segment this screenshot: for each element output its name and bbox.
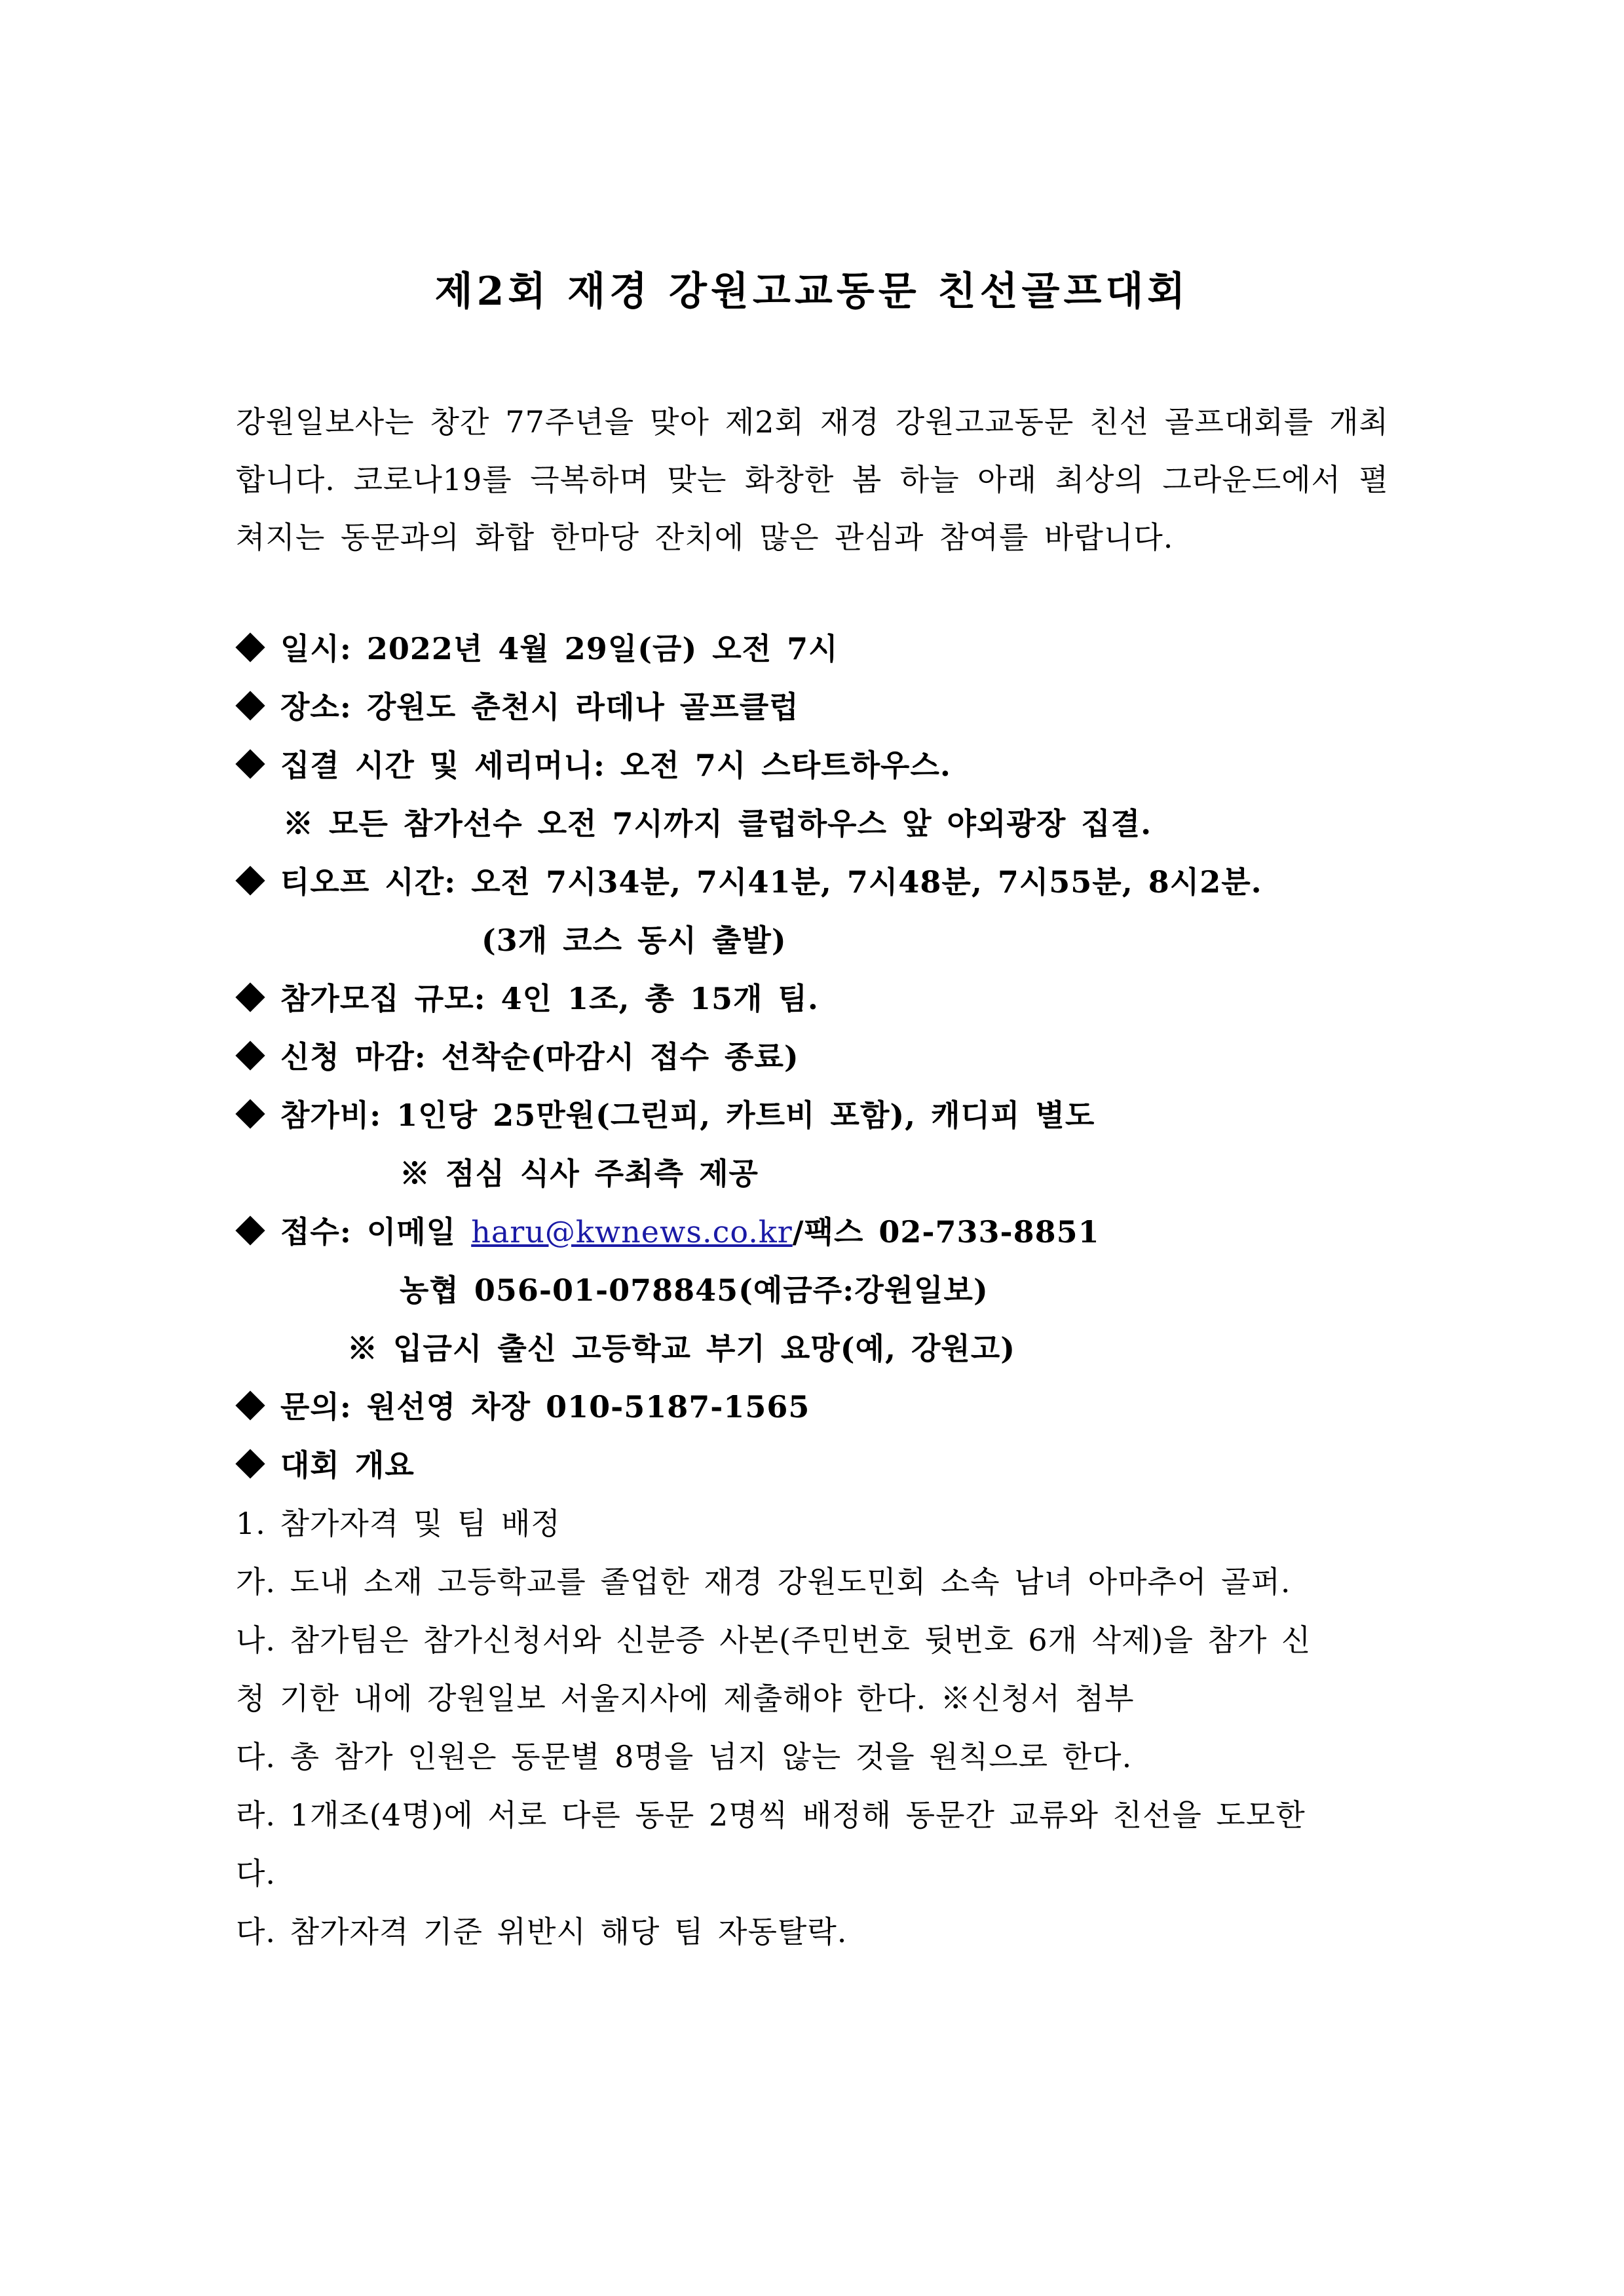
item-gathering: [236, 746, 951, 785]
rule-da2: 다. 참가자격 기준 위반시 해당 팀 자동탈락.: [236, 1914, 848, 1949]
item-date: [236, 629, 839, 668]
diamond-bullet-icon: [235, 1041, 265, 1070]
diamond-bullet-icon: [235, 1449, 265, 1478]
diamond-bullet-icon: [235, 632, 265, 662]
item-teeoff: [236, 862, 1262, 902]
item-deadline-text: 신청 마감: 선착순(마감시 접수 종료): [280, 1039, 799, 1075]
item-gathering-note: ※ 모든 참가선수 오전 7시까지 클럽하우스 앞 야외광장 집결.: [283, 806, 1152, 841]
item-overview-text: 대회 개요: [280, 1447, 415, 1483]
item-overview: [236, 1445, 415, 1485]
diamond-bullet-icon: [235, 982, 265, 1012]
item-date-text: 일시: 2022년 4월 29일(금) 오전 7시: [280, 631, 839, 666]
rules-heading: 1. 참가자격 및 팀 배정: [236, 1506, 561, 1541]
diamond-bullet-icon: [235, 866, 265, 895]
diamond-bullet-icon: [235, 1390, 265, 1420]
item-venue-text: 장소: 강원도 춘천시 라데나 골프클럽: [280, 689, 799, 725]
item-deadline: [236, 1037, 799, 1077]
intro-paragraph: 강원일보사는 창간 77주년을 맞아 제2회 재경 강원고교동문 친선 골프대회를 개최합니다. 코로나19를 극복하며 맞는 화창한 봄 하늘 아래 최상의 그라운드에서 펼쳐지는 동문과의 화합 한마당 잔치에 많은 관심과 참여를 바랍니다.: [236, 404, 1389, 555]
diamond-bullet-icon: [235, 691, 265, 720]
item-reception: [236, 1212, 1100, 1252]
reception-email-link[interactable]: haru@kwnews.co.kr: [471, 1214, 793, 1250]
item-bank-note: ※ 입금시 출신 고등학교 부기 요망(예, 강원고): [347, 1331, 1016, 1366]
page-title: 제2회 재경 강원고교동문 친선골프대회: [434, 269, 1190, 315]
item-venue: [236, 687, 799, 727]
rule-ra-line1: 라. 1개조(4명)에 서로 다른 동문 2명씩 배정해 동문간 교류와 친선을 도모한: [236, 1797, 1306, 1833]
item-bank: 농협 056-01-078845(예금주:강원일보): [400, 1272, 989, 1308]
item-scale-text: 참가모집 규모: 4인 1조, 총 15개 팀.: [280, 981, 819, 1016]
rule-ra-line2: 다.: [236, 1856, 276, 1891]
item-fee-note: ※ 점심 식사 주최측 제공: [400, 1156, 759, 1191]
rule-da: 다. 총 참가 인원은 동문별 8명을 넘지 않는 것을 원칙으로 한다.: [236, 1739, 1133, 1774]
item-fee-text: 참가비: 1인당 25만원(그린피, 카트비 포함), 캐디피 별도: [280, 1098, 1095, 1133]
item-teeoff-note: (3개 코스 동시 출발): [482, 923, 787, 958]
item-teeoff-text: 티오프 시간: 오전 7시34분, 7시41분, 7시48분, 7시55분, 8시2분.: [280, 864, 1262, 900]
item-fee: [236, 1096, 1095, 1135]
item-scale: [236, 979, 819, 1018]
diamond-bullet-icon: [235, 1099, 265, 1128]
item-reception-prefix: 접수: 이메일: [280, 1214, 472, 1250]
item-reception-suffix: /팩스 02-733-8851: [792, 1214, 1100, 1250]
diamond-bullet-icon: [235, 1215, 265, 1245]
item-contact-text: 문의: 원선영 차장 010-5187-1565: [280, 1389, 810, 1425]
item-gathering-text: 집결 시간 및 세리머니: 오전 7시 스타트하우스.: [280, 748, 951, 783]
item-contact: [236, 1387, 810, 1426]
diamond-bullet-icon: [235, 749, 265, 778]
rule-ga: 가. 도내 소재 고등학교를 졸업한 재경 강원도민회 소속 남녀 아마추어 골퍼.: [236, 1564, 1291, 1599]
rule-na-line1: 나. 참가팀은 참가신청서와 신분증 사본(주민번호 뒷번호 6개 삭제)을 참가 신: [236, 1622, 1312, 1658]
rule-na-line2: 청 기한 내에 강원일보 서울지사에 제출해야 한다. ※신청서 첨부: [236, 1681, 1135, 1716]
